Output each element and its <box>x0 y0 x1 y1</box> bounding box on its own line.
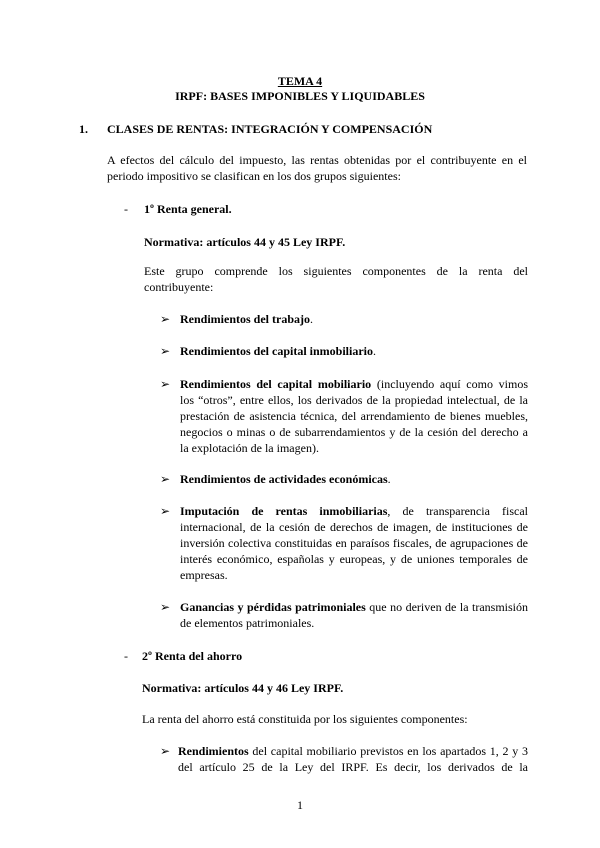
item-text: . <box>373 344 377 358</box>
text-line <box>180 503 528 519</box>
list-dash: - <box>124 202 128 216</box>
item-text: , de transparencia fiscal <box>387 504 528 518</box>
list-item <box>180 343 376 359</box>
item-text: del capital mobiliario previstos en los apartados 1, 2 y 3 <box>248 744 528 758</box>
list-item <box>180 471 391 487</box>
list-item <box>180 376 528 456</box>
renta-general-intro <box>144 263 528 295</box>
renta-ahorro-normativa: Normativa: artículos 44 y 46 Ley IRPF. <box>142 681 344 695</box>
renta-ahorro-title: 2º Renta del ahorro <box>142 649 243 663</box>
text-line: Este grupo comprende los siguientes componentes de la renta del <box>144 264 528 278</box>
renta-ahorro-intro: La renta del ahorro está constituida por los siguientes componentes: <box>142 712 468 726</box>
text-line: la explotación de la imagen). <box>180 441 319 455</box>
text-line: inversión colectiva constituidas en paraísos fiscales, de agrupaciones de <box>180 536 528 550</box>
item-text: (incluyendo aquí como vimos <box>371 377 528 391</box>
text-line <box>180 599 528 615</box>
text-line: empresas. <box>180 568 228 582</box>
text-line: los “otros”, entre ellos, los derivados de la propiedad intelectual, de la <box>180 393 528 407</box>
document-title: TEMA 4 <box>277 74 323 88</box>
text-line: contribuyente: <box>144 280 214 294</box>
arrow-bullet-icon: ➢ <box>160 312 171 326</box>
text-line: negocios o minas o de subarrendamientos y de la cesión del derecho a <box>180 425 528 439</box>
item-bold-label: Ganancias y pérdidas patrimoniales <box>180 600 366 614</box>
list-item <box>180 503 528 583</box>
section-number: 1. <box>79 122 88 136</box>
renta-general-normativa: Normativa: artículos 44 y 45 Ley IRPF. <box>144 235 346 249</box>
text-line: prestación de asistencia técnica, del arrendamiento de bienes muebles, <box>180 409 528 423</box>
item-bold-label: Rendimientos del capital inmobiliario <box>180 344 374 358</box>
section-heading: CLASES DE RENTAS: INTEGRACIÓN Y COMPENSACIÓN <box>107 122 433 136</box>
arrow-bullet-icon: ➢ <box>160 344 171 358</box>
document-subtitle: IRPF: BASES IMPONIBLES Y LIQUIDABLES <box>175 89 425 103</box>
item-bold-label: Rendimientos del trabajo <box>180 312 310 326</box>
text-line: del artículo 25 de la Ley del IRPF. Es decir, los derivados de la <box>178 760 528 774</box>
renta-general-title: 1º Renta general. <box>144 202 232 216</box>
arrow-bullet-icon: ➢ <box>160 600 171 614</box>
item-bold-label: Imputación de rentas inmobiliarias <box>180 504 388 518</box>
text-line: periodo impositivo se clasifican en los dos grupos siguientes: <box>107 169 401 183</box>
arrow-bullet-icon: ➢ <box>160 472 171 486</box>
text-line: interés económico, españolas y europeas, y de uniones temporales de <box>180 552 528 566</box>
text-line: de elementos patrimoniales. <box>180 616 315 630</box>
arrow-bullet-icon: ➢ <box>160 504 171 518</box>
item-text: que no deriven de la transmisión <box>365 600 529 614</box>
section-intro <box>107 152 527 184</box>
text-line: A efectos del cálculo del impuesto, las rentas obtenidas por el contribuyente en el <box>107 153 527 167</box>
text-line <box>178 743 528 759</box>
item-bold-label: Rendimientos del capital mobiliario <box>180 377 372 391</box>
item-bold-label: Rendimientos de actividades económicas <box>180 472 388 486</box>
item-bold-label: Rendimientos <box>178 744 249 758</box>
item-text: . <box>387 472 391 486</box>
text-line: internacional, de la cesión de derechos de imagen, de instituciones de <box>180 520 528 534</box>
item-text: . <box>310 312 313 326</box>
list-item <box>178 743 528 775</box>
list-dash: - <box>124 649 128 663</box>
arrow-bullet-icon: ➢ <box>160 377 171 391</box>
text-line <box>180 376 528 392</box>
list-item <box>180 599 528 631</box>
list-item <box>180 311 313 327</box>
page-number: 1 <box>297 798 303 812</box>
arrow-bullet-icon: ➢ <box>160 744 171 758</box>
